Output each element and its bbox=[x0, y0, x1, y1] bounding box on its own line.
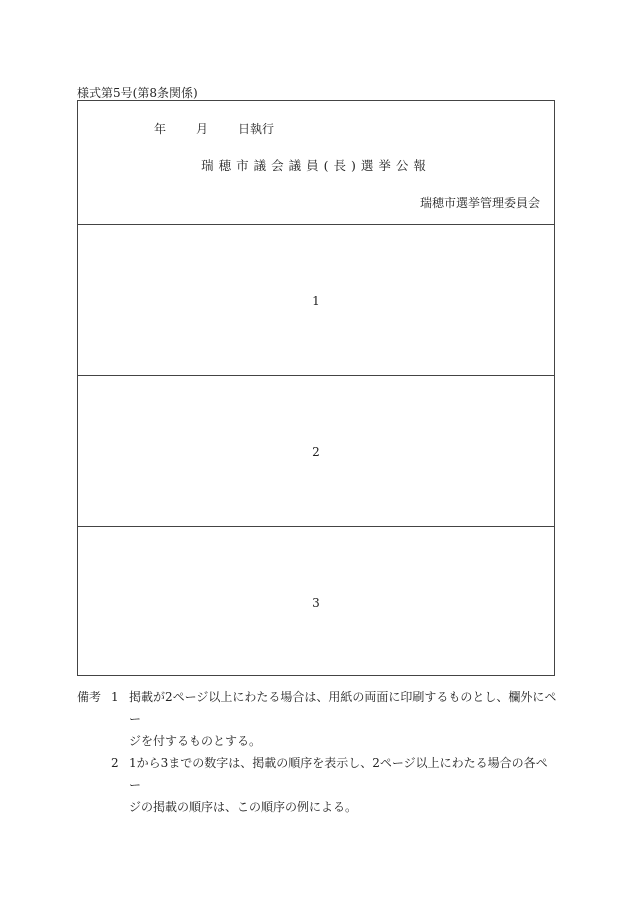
bulletin-form bbox=[77, 100, 555, 676]
election-date-line bbox=[154, 120, 274, 137]
date-month: 月 bbox=[196, 122, 209, 136]
committee-name: 瑞穂市選挙管理委員会 bbox=[419, 196, 540, 210]
remarks-heading: 備考 bbox=[77, 690, 102, 704]
remark-number: 1 bbox=[111, 690, 119, 704]
section-number: 3 bbox=[312, 596, 320, 610]
section-number: 1 bbox=[312, 294, 320, 308]
remark-text-line: ジの掲載の順序は、この順序の例による。 bbox=[129, 800, 358, 814]
date-year: 年 bbox=[154, 122, 167, 136]
remark-text-line: 掲載が2ページ以上にわたる場合は、用紙の両面に印刷するものとし、欄外にペー bbox=[129, 690, 557, 726]
remark-item bbox=[77, 752, 557, 818]
remark-number: 2 bbox=[111, 756, 119, 770]
remark-item bbox=[77, 686, 557, 752]
section-number: 2 bbox=[312, 445, 320, 459]
remark-text-line: 1から3までの数字は、掲載の順序を表示し、2ページ以上にわたる場合の各ペー bbox=[129, 756, 548, 792]
section-3 bbox=[78, 527, 554, 676]
bulletin-title: 瑞穂市議会議員(長)選挙公報 bbox=[201, 158, 431, 173]
form-label: 様式第5号(第8条関係) bbox=[77, 86, 198, 100]
remark-text-line: ジを付するものとする。 bbox=[129, 734, 262, 748]
date-day: 日執行 bbox=[238, 122, 275, 136]
remarks bbox=[77, 686, 557, 818]
form-header bbox=[78, 101, 554, 225]
section-1 bbox=[78, 225, 554, 376]
section-2 bbox=[78, 376, 554, 527]
